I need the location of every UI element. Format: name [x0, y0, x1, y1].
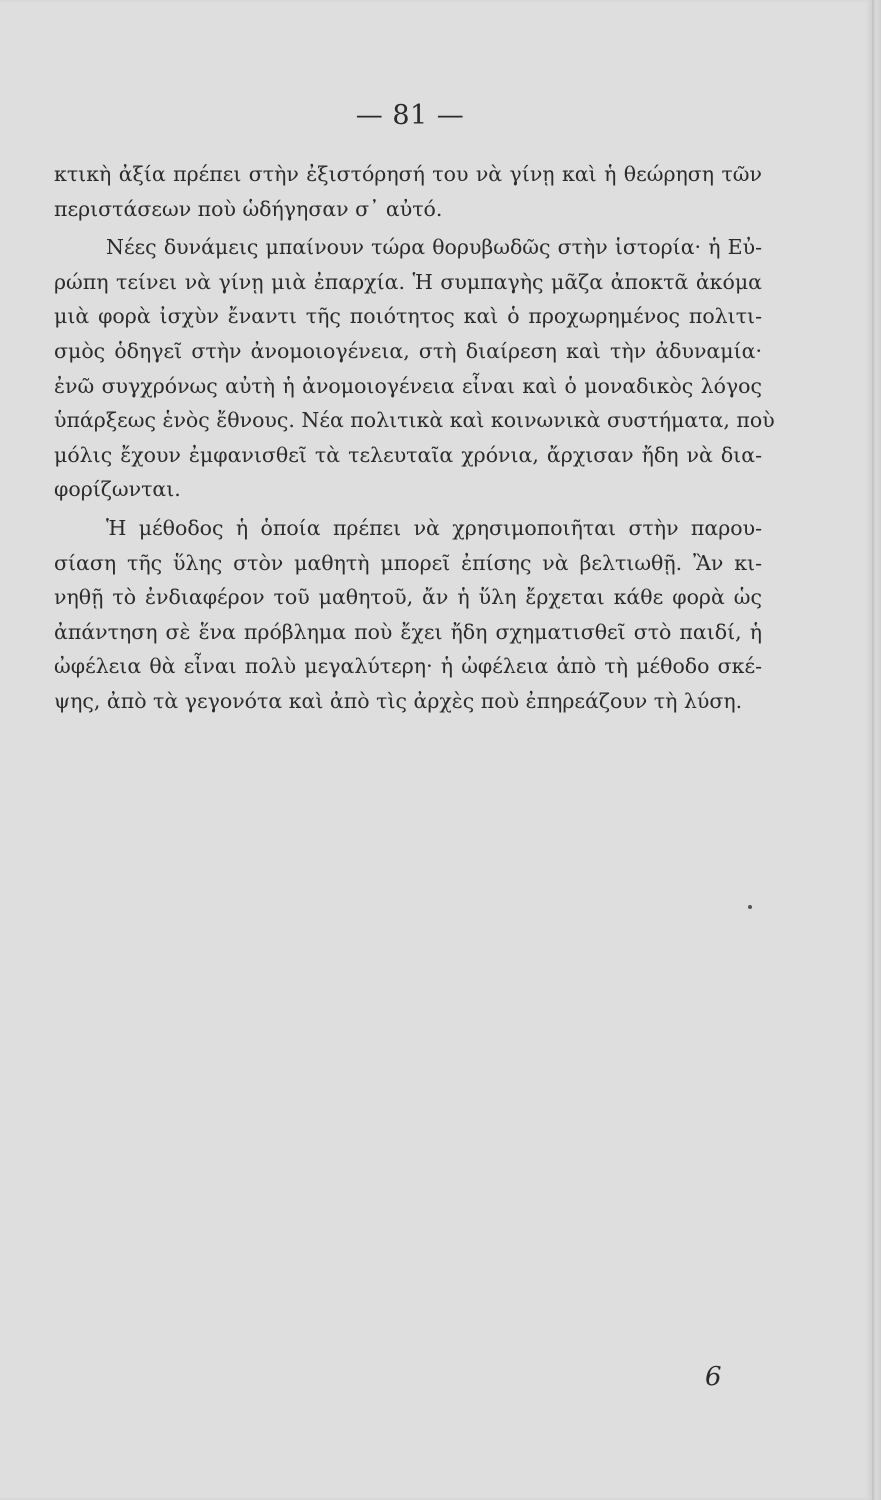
text-line: Νέες δυνάμεις μπαίνουν τώρα θορυβωδῶς στὴν ἱστορία· ἡ Εὐ- [106, 235, 762, 260]
text-line: νηθῇ τὸ ἐνδιαφέρον τοῦ μαθητοῦ, ἄν ἡ ὕλη ἔρχεται κάθε φορὰ ὡς [54, 585, 762, 610]
text-line: σμὸς ὁδηγεῖ στὴν ἀνομοιογένεια, στὴ διαίρεση καὶ τὴν ἀδυναμία· [54, 338, 762, 363]
page-number: — 81 — [355, 100, 465, 131]
text-line: ρώπη τείνει νὰ γίνῃ μιὰ ἐπαρχία. Ἡ συμπαγὴς μᾶζα ἀποκτᾶ ἀκόμα [54, 269, 762, 294]
signature-mark: 6 [705, 1362, 722, 1392]
print-speck [748, 905, 752, 909]
paragraph [54, 511, 762, 719]
text-line: περιστάσεων ποὺ ὡδήγησαν σ᾽ αὐτό. [54, 196, 443, 221]
text-line: μόλις ἔχουν ἐμφανισθεῖ τὰ τελευταῖα χρόνια, ἄρχισαν ἤδη νὰ δια- [54, 442, 762, 467]
page-edge [872, 0, 881, 1500]
text-line: ὑπάρξεως ἑνὸς ἔθνους. Νέα πολιτικὰ καὶ κοινωνικὰ συστήματα, ποὺ [54, 408, 775, 433]
text-line: ὠφέλεια θὰ εἶναι πολὺ μεγαλύτερη· ἡ ὠφέλεια ἀπὸ τὴ μέθοδο σκέ- [54, 654, 762, 679]
text-line: ψης, ἀπὸ τὰ γεγονότα καὶ ἀπὸ τὶς ἀρχὲς ποὺ ἐπηρεάζουν τὴ λύση. [54, 688, 743, 713]
paragraph [54, 230, 775, 507]
text-line: σίαση τῆς ὕλης στὸν μαθητὴ μπορεῖ ἐπίσης νὰ βελτιωθῇ. Ἂν κι- [54, 550, 762, 575]
text-line: ἀπάντηση σὲ ἕνα πρόβλημα ποὺ ἔχει ἤδη σχηματισθεῖ στὸ παιδί, ἡ [54, 619, 762, 644]
text-line: ἐνῶ συγχρόνως αὐτὴ ἡ ἀνομοιογένεια εἶναι καὶ ὁ μοναδικὸς λόγος [54, 373, 762, 398]
text-line: κτικὴ ἀξία πρέπει στὴν ἐξιστόρησή του νὰ γίνῃ καὶ ἡ θεώρηση τῶν [54, 162, 762, 186]
text-line: φορίζωνται. [54, 477, 181, 502]
paragraph [54, 157, 762, 226]
body-text [54, 157, 775, 719]
text-line: μιὰ φορὰ ἰσχὺν ἔναντι τῆς ποιότητος καὶ ὁ προχωρημένος πολιτι- [54, 304, 762, 329]
text-line: Ἡ μέθοδος ἡ ὁποία πρέπει νὰ χρησιμοποιῆται στὴν παρου- [106, 515, 762, 540]
